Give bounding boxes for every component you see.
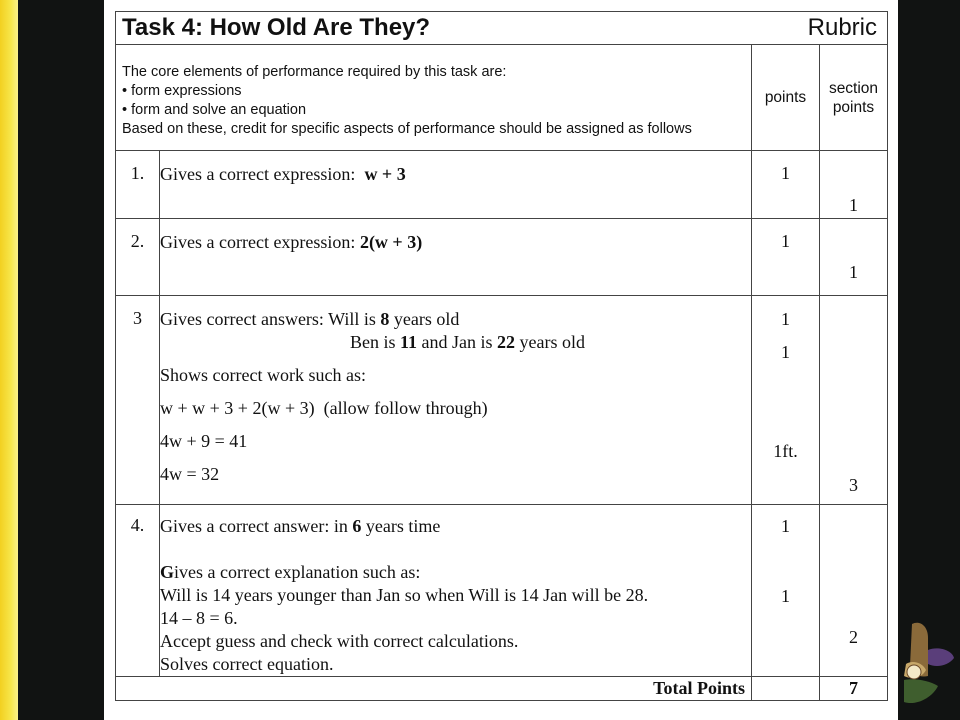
- intro-line: Based on these, credit for specific aspects of performance should be assigned as follows: [122, 121, 692, 137]
- criterion-line: Ben is 11 and Jan is 22 years old: [350, 332, 586, 352]
- row-criterion: [160, 296, 752, 505]
- row-points: 1: [752, 219, 820, 296]
- intro-cell: [116, 45, 752, 151]
- table-row: [116, 505, 888, 677]
- row-number: 1.: [116, 151, 160, 219]
- criterion-line: 4w + 9 = 41: [160, 431, 248, 451]
- yellow-accent-bar: [0, 0, 18, 720]
- title-row: [116, 12, 888, 45]
- criterion-line: Gives a correct explanation such as:: [160, 562, 421, 582]
- intro-row: [116, 45, 888, 151]
- criterion-line: 14 – 8 = 6.: [160, 608, 238, 628]
- section-points-header: section points: [820, 45, 888, 151]
- row-number: 3: [116, 296, 160, 505]
- row-number: 2.: [116, 219, 160, 296]
- intro-bullet: • form expressions: [122, 83, 242, 99]
- criterion-line: Gives correct answers: Will is 8 years old: [160, 309, 460, 329]
- row-points: 1 1 1ft.: [752, 296, 820, 505]
- total-row: [116, 677, 888, 701]
- total-points-label: Total Points: [116, 677, 752, 701]
- title-cell: [116, 12, 888, 45]
- table-row: [116, 151, 888, 219]
- row-section-points: 3: [820, 296, 888, 505]
- row-points: 1: [752, 151, 820, 219]
- criterion-line: Accept guess and check with correct calculations.: [160, 631, 519, 651]
- rubric-page: [104, 0, 898, 720]
- intro-line: The core elements of performance required by this task are:: [122, 64, 507, 80]
- criterion-line: w + w + 3 + 2(w + 3) (allow follow through): [160, 398, 488, 418]
- row-criterion: Gives a correct expression: w + 3: [160, 151, 752, 219]
- page-title: Task 4: How Old Are They?: [122, 14, 431, 41]
- row-criterion: Gives a correct expression: 2(w + 3): [160, 219, 752, 296]
- total-points-blank: [752, 677, 820, 701]
- criterion-line: 4w = 32: [160, 464, 220, 484]
- criterion-line: Gives a correct answer: in 6 years time: [160, 516, 441, 536]
- row-section-points: 1: [820, 219, 888, 296]
- rubric-table: [115, 11, 888, 701]
- total-points-value: 7: [820, 677, 888, 701]
- intro-bullet: • form and solve an equation: [122, 102, 307, 118]
- rubric-label: Rubric: [807, 14, 877, 41]
- row-section-points: 1: [820, 151, 888, 219]
- points-header: points: [752, 45, 820, 151]
- row-section-points: 2: [820, 505, 888, 677]
- table-row: [116, 296, 888, 505]
- row-points: 1 1: [752, 505, 820, 677]
- criterion-line: Shows correct work such as:: [160, 365, 366, 385]
- row-criterion: [160, 505, 752, 677]
- row-number: 4.: [116, 505, 160, 677]
- criterion-line: Will is 14 years younger than Jan so when Will is 14 Jan will be 28.: [160, 585, 649, 605]
- table-row: [116, 219, 888, 296]
- organization-logo-icon: [898, 620, 956, 710]
- criterion-line: Solves correct equation.: [160, 654, 334, 674]
